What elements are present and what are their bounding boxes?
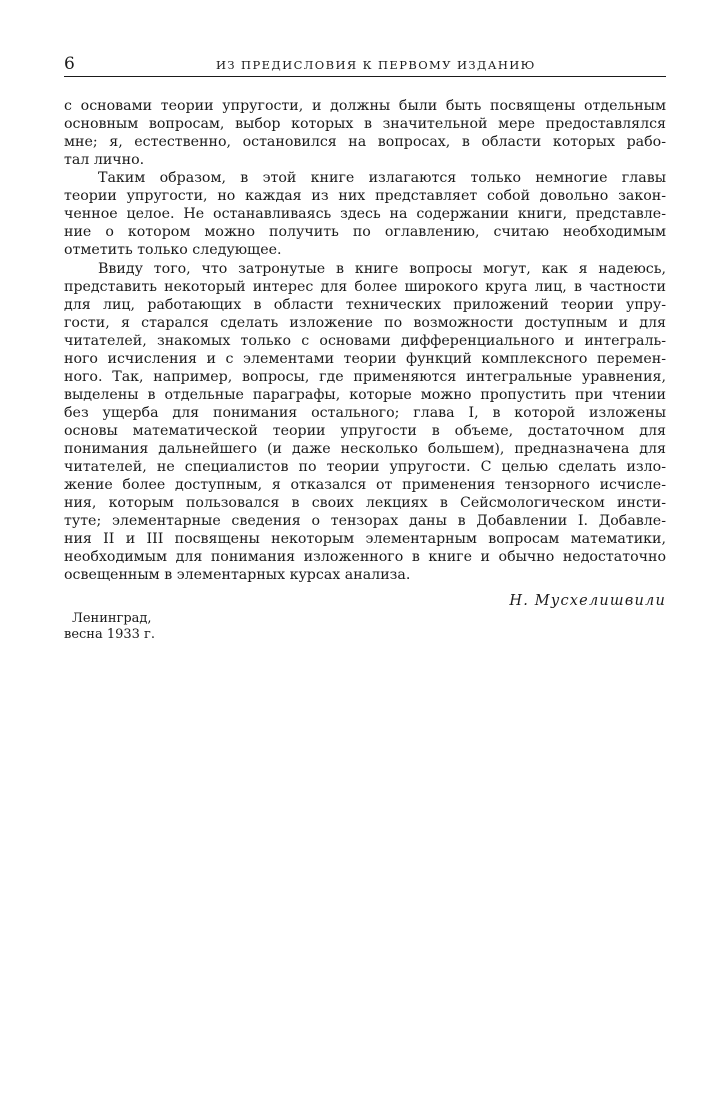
signature-place: Ленинград, xyxy=(72,611,152,626)
page-number: 6 xyxy=(64,54,75,74)
text-line: основы математической теории упругости в объеме, достаточном для xyxy=(64,423,666,439)
text-line: выделены в отдельные параграфы, которые можно пропустить при чтении xyxy=(64,387,666,403)
text-line: ного. Так, например, вопросы, где применяются интегральные уравнения, xyxy=(64,369,666,385)
text-line: необходимым для понимания изложенного в книге и обычно недостаточно xyxy=(64,549,666,565)
text-line: освещенным в элементарных курсах анализа. xyxy=(64,567,411,583)
author-signature: Н. Мусхелишвили xyxy=(509,593,666,609)
text-line: мне; я, естественно, остановился на вопросах, в области которых рабо- xyxy=(64,134,666,150)
text-line: Ввиду того, что затронутые в книге вопросы могут, как я надеюсь, xyxy=(98,261,666,277)
text-line: с основами теории упругости, и должны были быть посвящены отдельным xyxy=(64,98,666,114)
text-line: ного исчисления и с элементами теории функций комплексного перемен- xyxy=(64,351,666,367)
text-line: жение более доступным, я отказался от применения тензорного исчисле- xyxy=(64,477,666,493)
text-line: представить некоторый интерес для более широкого круга лиц, в частности xyxy=(64,279,666,295)
text-line: ния II и III посвящены некоторым элементарным вопросам математики, xyxy=(64,531,666,547)
text-line: понимания дальнейшего (и даже несколько большем), предназначена для xyxy=(64,441,666,457)
text-line: без ущерба для понимания остального; глава I, в которой изложены xyxy=(64,405,666,421)
text-line: теории упругости, но каждая из них представляет собой довольно закон- xyxy=(64,188,666,204)
text-line: тал лично. xyxy=(64,152,145,168)
text-line: основным вопросам, выбор которых в значительной мере предоставлялся xyxy=(64,116,666,132)
text-line: ченное целое. Не останавливаясь здесь на содержании книги, представле- xyxy=(64,206,666,222)
text-line: читателей, знакомых только с основами дифференциального и интеграль- xyxy=(64,333,666,349)
text-line: туте; элементарные сведения о тензорах даны в Добавлении I. Добавле- xyxy=(64,513,666,529)
text-line: ния, которым пользовался в своих лекциях в Сейсмологическом инсти- xyxy=(64,495,666,511)
text-line: Таким образом, в этой книге излагаются только немногие главы xyxy=(98,170,666,186)
text-line: ние о котором можно получить по оглавлению, считаю необходимым xyxy=(64,224,666,240)
running-header xyxy=(64,54,666,77)
text-line: читателей, не специалистов по теории упругости. С целью сделать изло- xyxy=(64,459,666,475)
text-line: для лиц, работающих в области технических приложений теории упру- xyxy=(64,297,666,313)
running-head-title: ИЗ ПРЕДИСЛОВИЯ К ПЕРВОМУ ИЗДАНИЮ xyxy=(216,58,536,72)
text-line: отметить только следующее. xyxy=(64,242,282,258)
signature-date: весна 1933 г. xyxy=(64,627,155,642)
text-line: гости, я старался сделать изложение по возможности доступным и для xyxy=(64,315,666,331)
